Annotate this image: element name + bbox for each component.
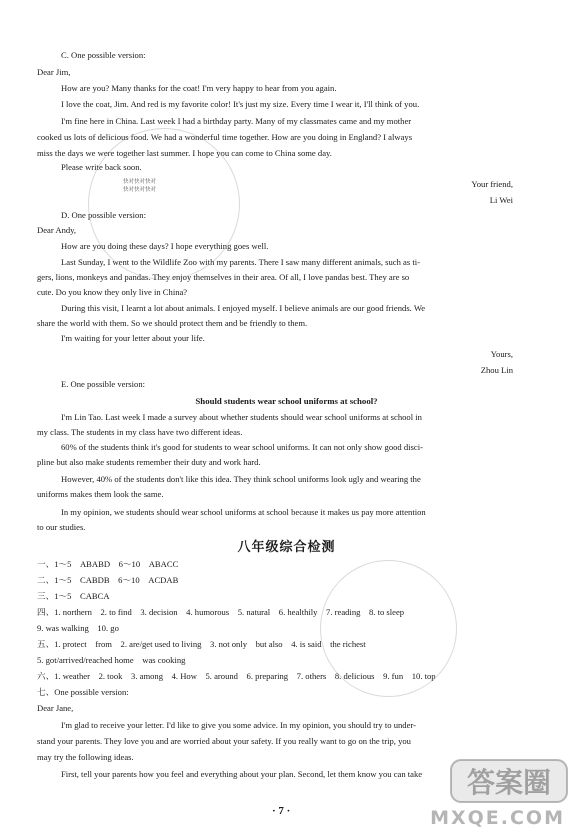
letter-signature: Li Wei — [489, 195, 513, 205]
paragraph-line: to our studies. — [37, 522, 86, 532]
paragraph-line: uniforms makes them look the same. — [37, 489, 164, 499]
essay-title: Should students wear school uniforms at school? — [195, 396, 378, 406]
watermark-url: MXQE.COM — [430, 807, 565, 829]
paragraph-line: 60% of the students think it's good for students to wear school uniforms. It can not only show good disci- — [61, 442, 423, 452]
paragraph-line: my class. The students in my class have two different ideas. — [37, 427, 243, 437]
answer-row: 七、One possible version: — [37, 687, 129, 697]
paragraph-line: may try the following ideas. — [37, 752, 134, 762]
paragraph-line: stand your parents. They love you and are worried about your safety. If you really want to go on the trip, you — [37, 736, 411, 746]
letter-closing: Yours, — [490, 349, 513, 359]
watermark-stamp — [320, 560, 457, 697]
letter-greeting: Dear Jane, — [37, 703, 74, 713]
paragraph-line: cute. Do you know they only live in China? — [37, 287, 188, 297]
paragraph-line: In my opinion, we students should wear school uniforms at school because it makes us pay more attention — [61, 507, 426, 517]
tiny-note: 快对快对快对 — [123, 179, 157, 185]
answer-row: 9. was walking 10. go — [37, 623, 119, 633]
paragraph-line: However, 40% of the students don't like this idea. They think school uniforms look ugly and wearing the — [61, 474, 421, 484]
answer-row: 二、1～5 CABDB 6～10 ACDAB — [37, 575, 179, 585]
paragraph-line: miss the days we were together last summer. I hope you can come to China some day. — [37, 148, 332, 158]
paragraph-line: I'm Lin Tao. Last week I made a survey about whether students should wear school uniforms at school in — [61, 412, 422, 422]
watermark-logo-icon — [449, 756, 569, 806]
paragraph-line: I'm glad to receive your letter. I'd like to give you some advice. In my opinion, you should try to under- — [61, 720, 416, 730]
paragraph-line: Please write back soon. — [61, 162, 142, 172]
watermark-stamp — [88, 128, 240, 280]
exam-heading: 八年级综合检测 — [237, 540, 336, 555]
letter-greeting: Dear Jim, — [37, 67, 71, 77]
watermark-logo-text: 答案圈 — [466, 766, 552, 799]
section-d-label: D. One possible version: — [61, 210, 146, 220]
paragraph-line: pline but also make students remember their duty and work hard. — [37, 457, 261, 467]
paragraph-line: During this visit, I learnt a lot about animals. I enjoyed myself. I believe animals are our good friends. We — [61, 303, 426, 313]
tiny-note: 快对快对快对 — [123, 187, 157, 193]
paragraph-line: I love the coat, Jim. And red is my favorite color! It's just my size. Every time I wear it, I'll think of you. — [61, 99, 420, 109]
paragraph-line: Last Sunday, I went to the Wildlife Zoo with my parents. There I saw many different animals, such as ti- — [61, 257, 420, 267]
paragraph-line: I'm waiting for your letter about your life. — [61, 333, 205, 343]
answer-row: 三、1～5 CABCA — [37, 591, 110, 601]
answer-row: 一、1～5 ABABD 6～10 ABACC — [37, 559, 179, 569]
letter-greeting: Dear Andy, — [37, 225, 77, 235]
paragraph-line: share the world with them. So we should protect them and be friendly to them. — [37, 318, 308, 328]
answer-row: 5. got/arrived/reached home was cooking — [37, 655, 186, 665]
paragraph-line: First, tell your parents how you feel and everything about your plan. Second, let them know you can take — [61, 769, 423, 779]
paragraph-line: cooked us lots of delicious food. We had a wonderful time together. How are you doing in England? I always — [37, 132, 413, 142]
page-number: · 7 · — [272, 805, 291, 817]
paragraph-line: I'm fine here in China. Last week I had a birthday party. Many of my classmates came and my mother — [61, 116, 412, 126]
letter-signature: Zhou Lin — [480, 365, 513, 375]
answer-row: 四、1. northern 2. to find 3. decision 4. humorous 5. natural 6. healthily 7. reading 8. to sleep — [37, 607, 405, 617]
paragraph-line: How are you doing these days? I hope everything goes well. — [61, 241, 269, 251]
answer-row: 五、1. protect from 2. are/get used to living 3. not only but also 4. is said the richest — [37, 639, 366, 649]
section-e-label: E. One possible version: — [61, 379, 146, 389]
answer-row: 六、1. weather 2. took 3. among 4. How 5. around 6. preparing 7. others 8. delicious 9. fun 10. top — [37, 671, 436, 681]
paragraph-line: gers, lions, monkeys and pandas. They enjoy themselves in their area. Of all, I love pandas best. They are so — [37, 272, 410, 282]
paragraph-line: How are you? Many thanks for the coat! I'm very happy to hear from you again. — [61, 83, 337, 93]
section-c-label: C. One possible version: — [61, 50, 146, 60]
letter-closing: Your friend, — [471, 179, 513, 189]
